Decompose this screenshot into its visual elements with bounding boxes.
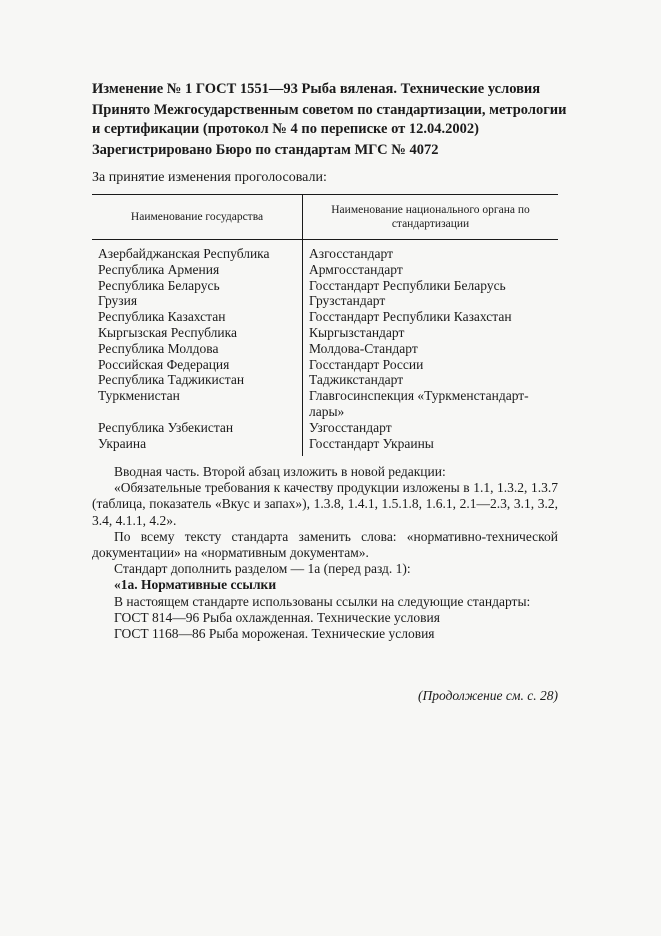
standards-body: Главгосинспекция «Туркменстандарт-лары» xyxy=(309,388,529,419)
amendment-body xyxy=(92,464,558,642)
standards-body: Молдова-Стандарт xyxy=(309,340,418,356)
col-header-state: Наименование государства xyxy=(92,195,303,240)
table-row xyxy=(92,357,558,373)
standards-body: Грузстандарт xyxy=(309,293,386,309)
standards-body: Госстандарт Республики Казахстан xyxy=(309,309,512,325)
state-name: Республика Узбекистан xyxy=(92,420,303,436)
standards-body: Азгосстандарт xyxy=(309,246,393,261)
paragraph: «Обязательные требования к качеству продукции изложены в 1.1, 1.3.2, 1.3.7 (таблица, показатель «Вкус и запах»), 1.3.8, 1.4.1, 1.5.1.8, 1.6.1, 2.1—2.3, 3.1, 3.2, 3.4, 4.1.1, 4.2». xyxy=(92,480,558,528)
table-row xyxy=(92,278,558,294)
state-name: Туркменистан xyxy=(92,388,303,420)
table-row xyxy=(92,372,558,388)
state-name: Азербайджанская Республика xyxy=(92,240,303,262)
state-name: Кыргызская Республика xyxy=(92,325,303,341)
states-table xyxy=(92,194,558,456)
adoption-note: Принято Межгосударственным советом по стандартизации, метрологии и сертификации (протокол № 4 по переписке от 12.04.2002) xyxy=(92,102,567,137)
table-row xyxy=(92,341,558,357)
state-name: Республика Казахстан xyxy=(92,309,303,325)
standards-body: Госстандарт Украины xyxy=(309,435,434,451)
table-row xyxy=(92,240,558,262)
state-name: Республика Беларусь xyxy=(92,278,303,294)
state-name: Республика Таджикистан xyxy=(92,372,303,388)
standards-body: Узгосстандарт xyxy=(309,419,392,435)
paragraph: Вводная часть. Второй абзац изложить в новой редакции: xyxy=(114,464,446,479)
paragraph: Стандарт дополнить разделом — 1а (перед разд. 1): xyxy=(114,561,411,577)
standards-body: Госстандарт Республики Беларусь xyxy=(309,277,506,293)
table-row xyxy=(92,325,558,341)
table-row xyxy=(92,309,558,325)
table-row xyxy=(92,388,558,420)
table-row xyxy=(92,420,558,436)
table-header-row xyxy=(92,195,558,240)
paragraph: В настоящем стандарте использованы ссылки на следующие стандарты: xyxy=(114,593,531,609)
state-name: Грузия xyxy=(92,293,303,309)
standards-body: Армгосстандарт xyxy=(309,261,403,277)
amendment-title: Изменение № 1 ГОСТ 1551—93 Рыба вяленая. Технические условия xyxy=(92,81,541,97)
state-name: Республика Молдова xyxy=(92,341,303,357)
state-name: Российская Федерация xyxy=(92,357,303,373)
table-row xyxy=(92,436,558,457)
reference-item: ГОСТ 1168—86 Рыба мороженая. Технические условия xyxy=(114,626,435,642)
vote-intro: За принятие изменения проголосовали: xyxy=(92,170,327,185)
state-name: Украина xyxy=(92,436,303,457)
standards-body: Таджикстандарт xyxy=(309,372,404,388)
standards-body: Кыргызстандарт xyxy=(309,324,405,340)
standards-body: Госстандарт России xyxy=(309,356,424,372)
paragraph: По всему тексту стандарта заменить слова: «нормативно-технической документации» на «нормативным документам». xyxy=(92,528,558,561)
section-heading: «1а. Нормативные ссылки xyxy=(114,577,277,593)
state-name: Республика Армения xyxy=(92,262,303,278)
table-row xyxy=(92,262,558,278)
continuation-note: (Продолжение см. с. 28) xyxy=(418,688,558,703)
table-row xyxy=(92,293,558,309)
col-header-body: Наименование национального органа по стандартизации xyxy=(303,195,559,240)
registration-note: Зарегистрировано Бюро по стандартам МГС № 4072 xyxy=(92,142,439,158)
reference-item: ГОСТ 814—96 Рыба охлажденная. Технические условия xyxy=(114,609,440,625)
